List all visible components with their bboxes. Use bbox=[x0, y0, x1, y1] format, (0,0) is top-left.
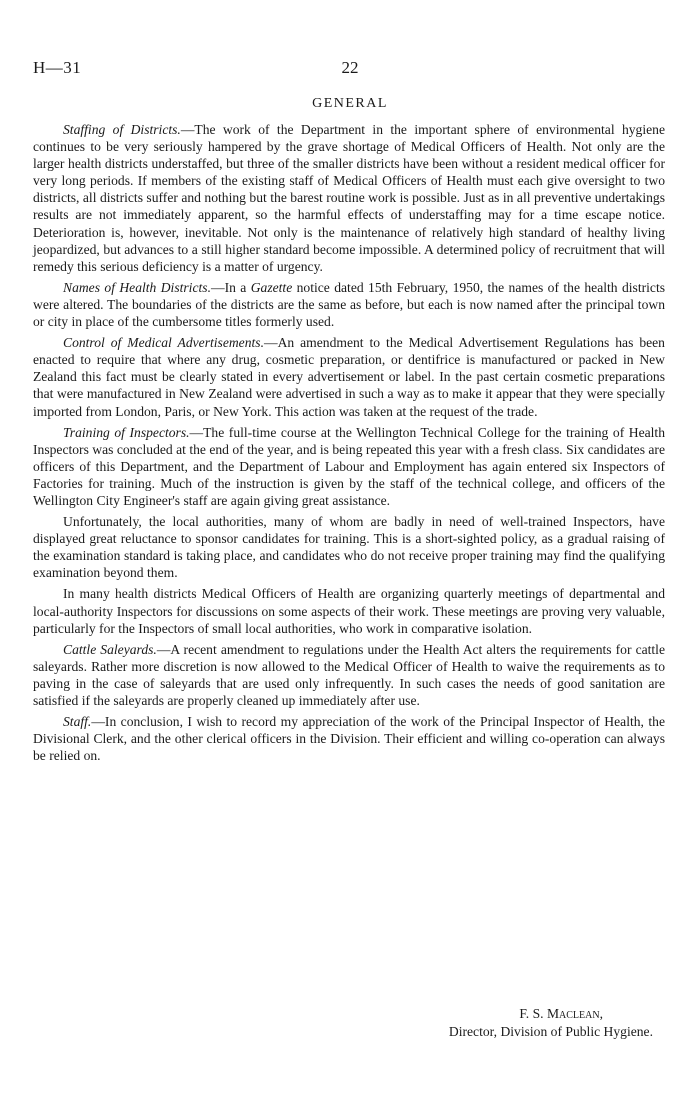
paragraph-heading: Control of Medical Advertisements. bbox=[63, 335, 264, 351]
signatory-title: Director, Division of Public Hygiene. bbox=[448, 1024, 653, 1039]
paragraph-heading: Staffing of Districts. bbox=[63, 122, 181, 137]
signature-block bbox=[33, 1005, 665, 1041]
page-number: 22 bbox=[341, 58, 359, 77]
paragraph-control-of-medical-advertisements bbox=[33, 334, 665, 419]
paragraph-text: —An amendment to the Medical Advertisement Regulations has been enacted to require that where any drug, cosmetic preparation, or dentifrice is manufactured or packed in New Zealand this fact must be clearly stated in every advertisement or label. In the past certain cosmetic preparations that were manufactured in New Zealand were advertised in such a way as to make it appear that they were specially imported from London, Paris, or New York. This action was taken at the request of the trade. bbox=[33, 335, 665, 419]
paragraph-text: —In conclusion, I wish to record my appreciation of the work of the Principal Inspector of Health, the Divisional Clerk, and the other clerical officers in the Division. Their efficient and willing co-operation can always be relied on. bbox=[33, 714, 665, 764]
paragraph-names-of-health-districts bbox=[33, 279, 665, 330]
paragraph-text: In many health districts Medical Officers of Health are organizing quarterly meetings of departmental and local-authority Inspectors for discussions on some aspects of their work. These meetings are proving very valuable, particularly for the Inspectors of small local authorities, who work in comparative isolation. bbox=[33, 586, 665, 636]
paragraph-text-lead: —In a bbox=[210, 279, 251, 295]
paragraph-text: —A recent amendment to regulations under the Health Act alters the requirements for cattle saleyards. Rather more discretion is now allowed to the Medical Officer of Health to waive the requirements as to paving in the case of saleyards that are used only infrequently. In such cases the needs of good sanitation are satisfied if the saleyards are properly cleaned up immediately after use. bbox=[33, 641, 665, 708]
paragraph-text: Unfortunately, the local authorities, many of whom are badly in need of well-trained Inspectors, have displayed great reluctance to sponsor candidates for training. This is a short-sighted policy, as a gradual raising of the examination standard is taking place, and candidates who do not receive proper training may find the qualifying examination beyond them. bbox=[33, 514, 665, 581]
paragraph-quarterly-meetings bbox=[33, 585, 665, 636]
signatory-initials: F. S. bbox=[519, 1006, 547, 1021]
paragraph-heading: Names of Health Districts. bbox=[63, 279, 211, 295]
section-heading: GENERAL bbox=[312, 96, 388, 111]
signatory-comma: , bbox=[599, 1006, 603, 1021]
paragraph-cattle-saleyards bbox=[33, 641, 665, 709]
gazette-italic: Gazette bbox=[250, 279, 293, 295]
paragraph-text: —The work of the Department in the important sphere of environmental hygiene continues to be very seriously hampered by the grave shortage of Medical Officers of Health. Not only are the larger health districts understaffed, but three of the smaller districts have been without a resident medical officer for very long periods. If members of the existing staff of Medical Officers of Health must each give oversight to two districts, all districts suffer and nothing but the barest routine work is possible. Just as in all preventive undertakings results are not immediately apparent, so the harmful effects of understaffing may for a time escape notice. Deterioration is, however, inevitable. Not only is the maintenance of relatively high standard of healthy living jeopardized, but advances to a still higher standard become impossible. A determined policy of recruitment that will remedy this serious deficiency is a matter of urgency. bbox=[33, 122, 665, 274]
paragraph-staff bbox=[33, 713, 665, 764]
paragraph-text: notice dated 15th February, 1950, the names of the health districts were altered. The boundaries of the districts are the same as before, but each is now named after the principal town or city in place of the cumbersome titles formerly used. bbox=[33, 279, 666, 330]
paragraph-heading: Training of Inspectors. bbox=[63, 424, 190, 440]
signatory-name bbox=[33, 1005, 665, 1023]
paragraph-local-authorities bbox=[33, 513, 665, 581]
paragraph-training-of-inspectors bbox=[33, 424, 665, 509]
paragraph-heading: Cattle Saleyards. bbox=[63, 641, 157, 657]
paragraph-text: —The full-time course at the Wellington Technical College for the training of Health Inspectors was concluded at the end of the year, and is being repeated this year with a fresh class. Six candidates are officers of this Department, and the Department of Labour and Employment has again entered six Inspectors of Factories for training. Much of the instruction is given by the staff of the technical college, and officers of the Wellington City Engineer's staff are again giving great assistance. bbox=[33, 424, 665, 508]
page-code: H—31 bbox=[33, 58, 82, 77]
paragraph-staffing-of-districts bbox=[33, 121, 665, 275]
body-text bbox=[33, 121, 665, 768]
paragraph-heading: Staff. bbox=[63, 714, 92, 730]
signatory-surname: Maclean bbox=[546, 1006, 600, 1021]
